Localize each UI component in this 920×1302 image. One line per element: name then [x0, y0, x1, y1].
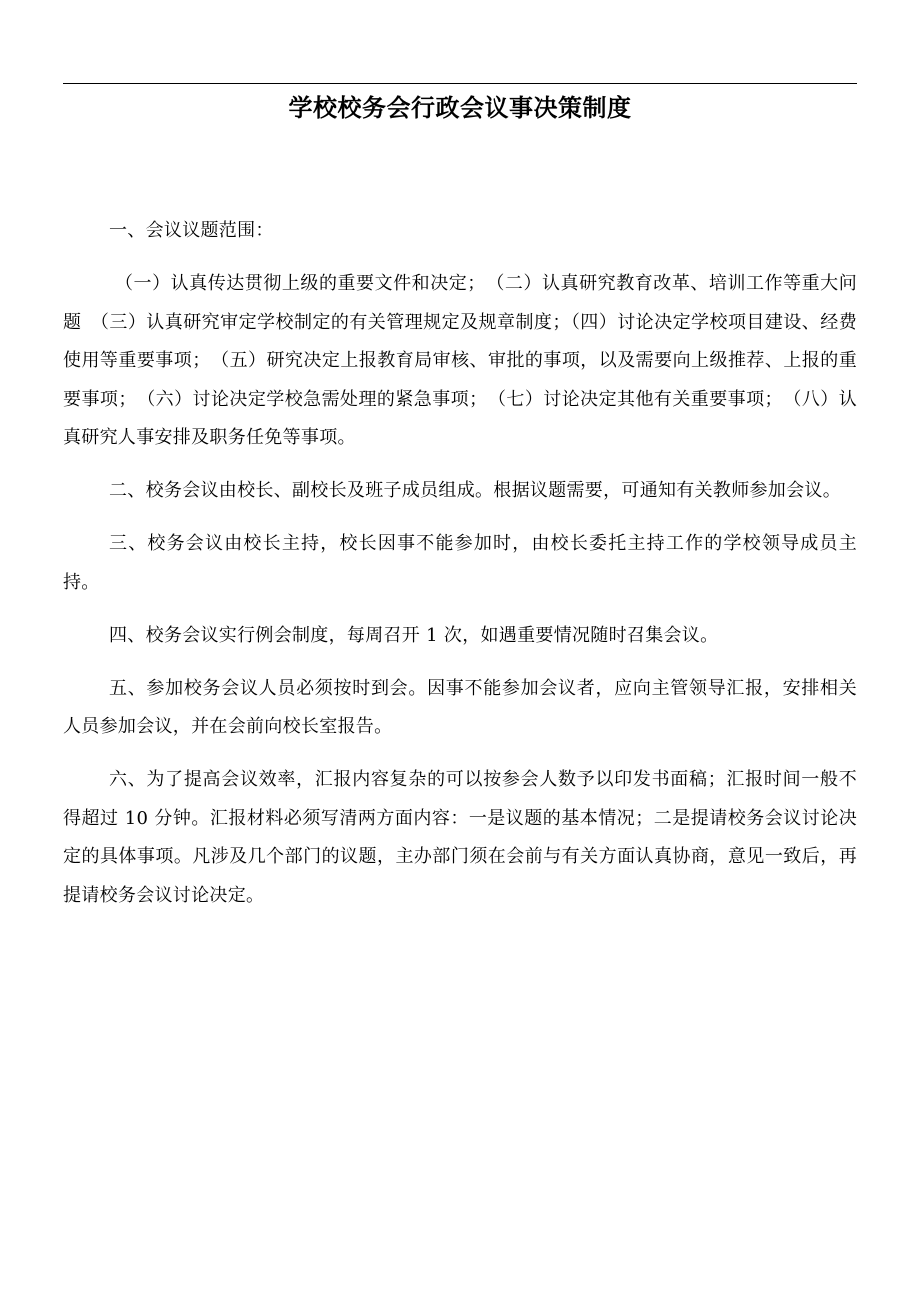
- section-1-heading: 一、会议议题范围：: [109, 220, 274, 241]
- section-3: 三、校务会议由校长主持，校长因事不能参加时，由校长委托主持工作的学校领导成员主持。: [63, 533, 857, 593]
- document-title: 学校校务会行政会议事决策制度: [288, 93, 632, 122]
- section-2: 二、校务会议由校长、副校长及班子成员组成。根据议题需要，可通知有关教师参加会议。: [109, 480, 841, 501]
- header-rule: [63, 83, 857, 84]
- section-5: 五、参加校务会议人员必须按时到会。因事不能参加会议者，应向主管领导汇报，安排相关人员参加会议，并在会前向校长室报告。: [63, 677, 857, 737]
- document-body: [63, 212, 857, 915]
- section-6: 六、为了提高会议效率，汇报内容复杂的可以按参会人数予以印发书面稿；汇报时间一般不得超过 10 分钟。汇报材料必须写清两方面内容：一是议题的基本情况；二是提请校务会议讨论决定的具体事项。凡涉及几个部门的议题，主办部门须在会前与有关方面认真协商，意见一致后，再提请校务会议讨论决定。: [63, 769, 857, 906]
- section-4: 四、校务会议实行例会制度，每周召开 1 次，如遇重要情况随时召集会议。: [109, 624, 719, 646]
- section-1-items: （一）认真传达贯彻上级的重要文件和决定； （二）认真研究教育改革、培训工作等重大问题 （三）认真研究审定学校制定的有关管理规定及规章制度；（四）讨论决定学校项目建设、经费使用等重要事项； （五）研究决定上报教育局审核、审批的事项，以及需要向上级推荐、上报的重要事项； （六）讨论决定学校急需处理的紧急事项； （七）讨论决定其他有关重要事项； （八）认真研究人事安排及职务任免等事项。: [63, 273, 857, 448]
